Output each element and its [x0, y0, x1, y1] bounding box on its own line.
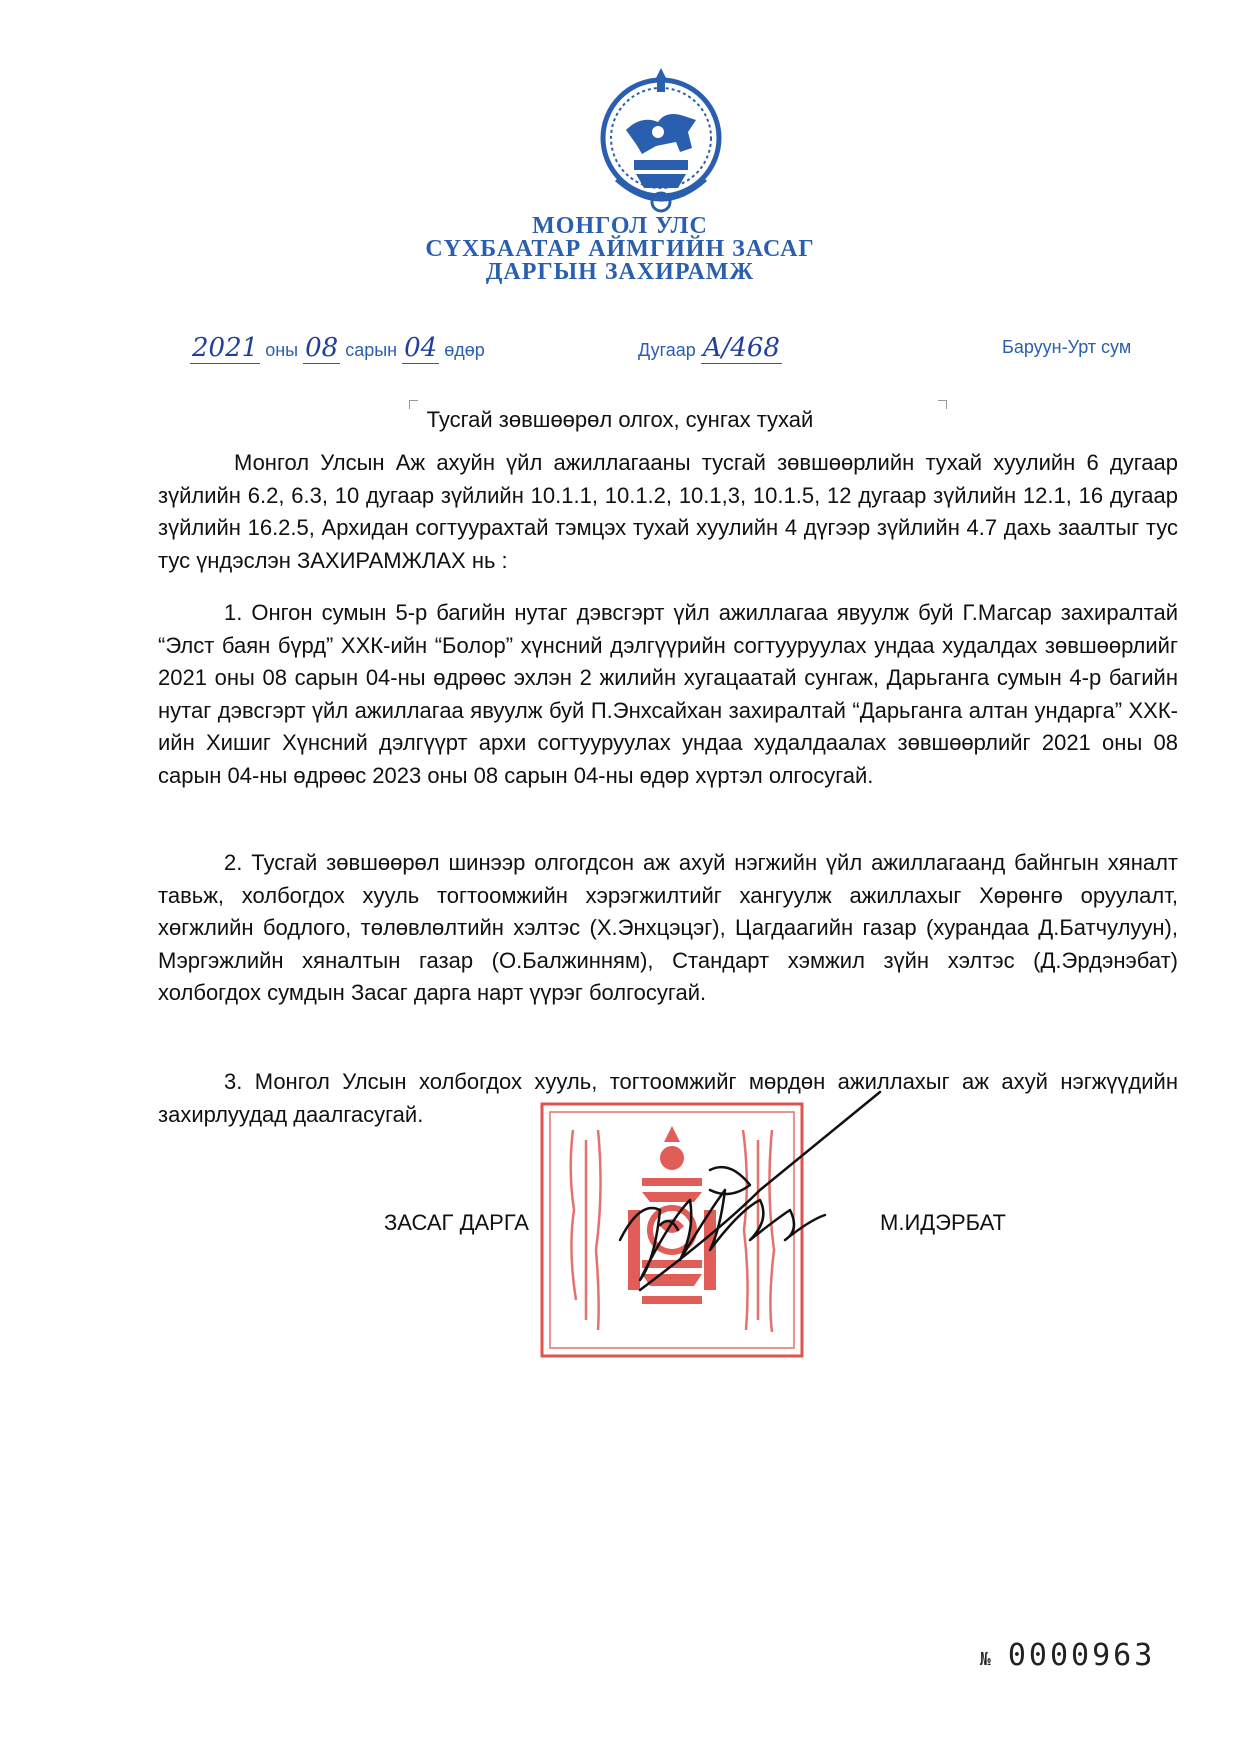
signatory-name: М.ИДЭРБАТ — [880, 1210, 1006, 1235]
handwritten-signature — [600, 1090, 910, 1320]
date-year-suffix: оны — [265, 340, 299, 360]
serial-mark: № — [980, 1649, 994, 1670]
paragraph-item-3: 3. Монгол Улсын холбогдох хууль, тогтоомжийг мөрдөн ажиллахыг аж ахуй нэгжүүдийн захирлуудад даалгасугай. — [158, 1069, 1178, 1127]
header-decree: ДАРГЫН ЗАХИРАМЖ — [485, 259, 755, 285]
paragraph-item-1: 1. Онгон сумын 5-р багийн нутаг дэвсгэрт үйл ажиллагаа явуулж буй Г.Магсар захиралтай “Элст баян бүрд” ХХК-ийн “Болор” хүнсний дэлгүүрийн согтууруулах ундаа худалдах зөвшөөрлийг 2021 оны 08 сарын 04-ны өдрөөс эхлэн 2 жилийн хугацаатай сунгаж, Дарьганга сумын 4-р багийн нутаг дэвсгэрт үйл ажиллагаа явуулж буй П.Энхсайхан захиралтай “Дарьганга алтан ундарга” ХХК-ийн Хишиг Хүнсний дэлгүүрт архи согтууруулах ундаа худалдаалах зөвшөөрлийг 2021 оны 08 сарын 04-ны өдрөөс 2023 оны 08 сарын 04-ны өдөр хүртэл олгосугай. — [158, 600, 1178, 788]
date-month: 08 — [305, 333, 339, 363]
number-label: Дугаар — [638, 340, 696, 360]
paragraph-intro: Монгол Улсын Аж ахуйн үйл ажиллагааны тусгай зөвшөөрлийн тухай хуулийн 6 дугаар зүйлийн 6.2, 6.3, 10 дугаар зүйлийн 10.1.1, 10.1.2, 10.1,3, 10.1.5, 12 дугаар зүйлийн 12.1, 16 дугаар зүйлийн 16.2.5, Архидан согтуурахтай тэмцэх тухай хуулийн 4 дүгээр зүйлийн 4.7 дахь заалтыг тус тус үндэслэн ЗАХИРАМЖЛАХ нь : — [158, 450, 1178, 573]
state-emblem-icon — [596, 60, 726, 220]
decree-number — [638, 333, 782, 363]
header-governor: СҮХБААТАР АЙМГИЙН ЗАСАГ — [425, 236, 815, 262]
date-day-suffix: өдөр — [444, 340, 485, 360]
decree-header — [0, 215, 1240, 284]
decree-date — [190, 333, 485, 363]
serial-number — [980, 1638, 1155, 1673]
paragraph-item-2: 2. Тусгай зөвшөөрөл шинээр олгогдсон аж ахуй нэгжийн үйл ажиллагаанд байнгын хяналт тавьж, холбогдох хууль тогтоомжийн хэрэгжилтийг хангуулж ажиллахыг Хөрөнгө оруулалт, хөгжлийн бодлого, төлөвлөлтийн хэлтэс (Х.Энхцэцэг), Цагдаагийн газар (хурандаа Д.Батчулуун), Мэргэжлийн хяналтын газар (О.Балжинням), Стандарт хэмжил зүйн хэлтэс (Д.Эрдэнэбат) холбогдох сумдын Засаг дарга нарт үүрэг болгосугай. — [158, 850, 1178, 1005]
header-country: МОНГОЛ УЛС — [532, 213, 708, 239]
date-year: 2021 — [192, 333, 259, 363]
decree-place: Баруун-Урт сум — [1002, 337, 1132, 357]
decree-subject: Тусгай зөвшөөрөл олгох, сунгах тухай — [426, 407, 814, 432]
date-day: 04 — [404, 333, 438, 363]
signatory-title: ЗАСАГ ДАРГА — [384, 1210, 529, 1235]
serial-value: 0000963 — [1007, 1638, 1156, 1673]
number-value: A/468 — [702, 333, 780, 363]
date-month-suffix: сарын — [345, 340, 398, 360]
